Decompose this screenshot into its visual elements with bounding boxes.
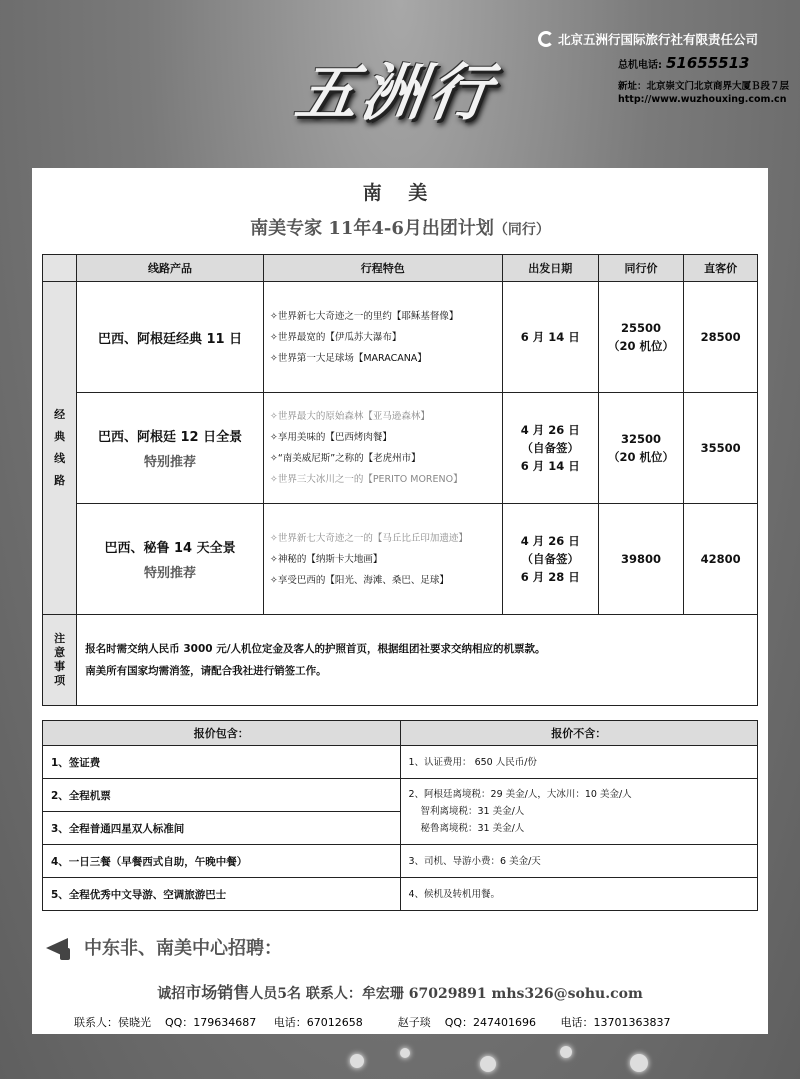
table-row — [43, 779, 758, 812]
route-features — [263, 504, 502, 615]
direct-price: 42800 — [684, 504, 758, 615]
company-info — [538, 30, 793, 105]
note-item: 报名时需交纳人民币 3000 元/人机位定金及客人的护照首页，根据组团社要求交纳相应的机票款。 — [85, 643, 546, 655]
peer-price — [598, 393, 683, 504]
contact-1: 联系人：侯晓光 QQ：179634687 电话：67012658 — [74, 1016, 363, 1029]
phone-number: 51655513 — [666, 54, 750, 72]
header-direct-price: 直客价 — [684, 255, 758, 282]
peer-price-value: 32500 — [621, 432, 662, 446]
table-row — [43, 393, 758, 504]
schedule-header-row — [43, 255, 758, 282]
route-title: 巴西、阿根廷 12 日全景 — [97, 430, 243, 445]
recommend-badge: 特别推荐 — [144, 566, 197, 581]
notes-row — [43, 615, 758, 706]
contact-2: 赵子琰 QQ：247401696 电话：13701363837 — [362, 1016, 671, 1029]
feature-item: ✧世界第一大足球场【MARACANA】 — [269, 352, 427, 364]
peer-price — [598, 504, 683, 615]
feature-item: ✧世界三大冰川之一的【PERITO MORENO】 — [269, 474, 463, 485]
peer-price-value: 39800 — [621, 552, 662, 566]
route-features — [263, 282, 502, 393]
peer-price-note: （20 机位） — [608, 450, 675, 464]
included-item: 3、全程普通四星双人标准间 — [43, 812, 401, 845]
date-item: 4 月 26 日 — [520, 423, 580, 437]
excluded-line: 秘鲁离境税：31 美金/人 — [420, 823, 525, 834]
phone-label: 总机电话: — [618, 60, 662, 71]
recruit-heading — [42, 932, 282, 962]
feature-item: ✧神秘的【纳斯卡大地画】 — [269, 553, 383, 565]
table-row — [43, 504, 758, 615]
date-item: 6 月 14 日 — [520, 330, 580, 344]
departure-dates — [502, 504, 598, 615]
route-name — [77, 504, 264, 615]
decorative-graphic — [330, 1040, 680, 1079]
route-features — [263, 393, 502, 504]
header-corner — [43, 255, 77, 282]
subtitle-text: 南美专家 11年4-6月出团计划 — [250, 218, 494, 239]
date-item: 6 月 28 日 — [520, 570, 580, 584]
page-title: 南 美 — [362, 182, 438, 204]
peer-price-note: （20 机位） — [608, 339, 675, 353]
side-char: 意 — [54, 646, 66, 659]
notes-label — [43, 615, 77, 706]
feature-item: ✧世界最宽的【伊瓜苏大瀑布】 — [269, 331, 402, 343]
table-row — [43, 878, 758, 911]
recruit-pre: 诚招 — [157, 986, 186, 1002]
side-char: 项 — [54, 674, 66, 687]
route-title: 巴西、阿根廷经典 11 日 — [97, 331, 243, 347]
recruit-contact: 人员5名 联系人：牟宏珊 67029891 mhs326@sohu.com — [249, 986, 643, 1002]
excluded-item: 4、候机及转机用餐。 — [400, 878, 758, 911]
side-char: 线 — [54, 452, 66, 465]
excluded-line: 2、阿根廷离境税：29 美金/人，大冰川：10 美金/人 — [408, 789, 632, 800]
route-name — [77, 282, 264, 393]
side-char: 注 — [54, 632, 66, 645]
excluded-header: 报价不含： — [400, 721, 758, 746]
header-route: 线路产品 — [77, 255, 264, 282]
phone-row — [618, 54, 793, 72]
direct-price: 35500 — [684, 393, 758, 504]
date-item: （自备签） — [521, 441, 580, 455]
excluded-item — [400, 779, 758, 845]
included-item: 4、一日三餐（早餐西式自助，午晚中餐） — [43, 845, 401, 878]
recruit-title: 中东非、南美中心招聘： — [84, 938, 282, 959]
schedule-table — [42, 254, 758, 706]
recommend-badge: 特别推荐 — [144, 455, 197, 470]
excluded-item: 3、司机、导游小费：6 美金/天 — [400, 845, 758, 878]
recruit-position: 市场销售 — [185, 983, 250, 1002]
website-link[interactable]: http://www.wuzhouxing.com.cn — [618, 94, 787, 105]
classic-routes-label — [43, 282, 77, 615]
route-name — [77, 393, 264, 504]
date-item: 4 月 26 日 — [520, 534, 580, 548]
header-features: 行程特色 — [263, 255, 502, 282]
table-row — [43, 845, 758, 878]
megaphone-icon — [42, 932, 76, 962]
excluded-line: 智利离境税：31 美金/人 — [420, 806, 525, 817]
recruit-line — [32, 980, 768, 1003]
address: 新址：北京崇文门北京商界大厦Ｂ段７层 — [618, 81, 790, 92]
date-item: （自备签） — [521, 552, 580, 566]
company-mark-icon — [538, 31, 554, 47]
included-item: 2、全程机票 — [43, 779, 401, 812]
departure-dates — [502, 393, 598, 504]
notes-content — [77, 615, 758, 706]
table-row — [43, 282, 758, 393]
page-subtitle — [32, 214, 768, 240]
side-char: 经 — [54, 408, 66, 421]
peer-price-value: 25500 — [621, 321, 662, 335]
feature-item: ✧享用美味的【巴西烤肉餐】 — [269, 432, 392, 443]
route-title: 巴西、秘鲁 14 天全景 — [104, 541, 236, 556]
date-item: 6 月 14 日 — [520, 459, 580, 473]
note-item: 南美所有国家均需消签，请配合我社进行销签工作。 — [85, 665, 327, 677]
included-item: 1、签证费 — [43, 746, 401, 779]
side-char: 典 — [54, 430, 66, 443]
departure-dates — [502, 282, 598, 393]
subtitle-note: （同行） — [493, 222, 550, 238]
feature-item: ✧享受巴西的【阳光、海滩、桑巴、足球】 — [269, 574, 449, 586]
included-item: 5、全程优秀中文导游、空调旅游巴士 — [43, 878, 401, 911]
excluded-item: 1、认证费用： 650 人民币/份 — [400, 746, 758, 779]
company-name: 北京五洲行国际旅行社有限责任公司 — [558, 32, 759, 47]
content-panel — [32, 168, 768, 1034]
pricing-table — [42, 720, 758, 911]
contacts-row — [74, 1014, 670, 1030]
feature-item: ✧世界新七大奇迹之一的【马丘比丘印加遗迹】 — [269, 532, 468, 544]
company-logo: 五洲行 — [290, 56, 500, 129]
direct-price: 28500 — [684, 282, 758, 393]
side-char: 事 — [54, 660, 66, 673]
peer-price — [598, 282, 683, 393]
included-header: 报价包含： — [43, 721, 401, 746]
pricing-header-row — [43, 721, 758, 746]
feature-item: ✧世界最大的原始森林【亚马逊森林】 — [269, 411, 430, 422]
feature-item: ✧世界新七大奇迹之一的里约【耶稣基督像】 — [269, 310, 459, 322]
table-row — [43, 746, 758, 779]
feature-item: ✧“南美威尼斯”之称的【老虎州市】 — [269, 453, 421, 464]
company-name-row — [538, 30, 793, 48]
header-peer-price: 同行价 — [598, 255, 683, 282]
header-date: 出发日期 — [502, 255, 598, 282]
side-char: 路 — [54, 474, 66, 487]
